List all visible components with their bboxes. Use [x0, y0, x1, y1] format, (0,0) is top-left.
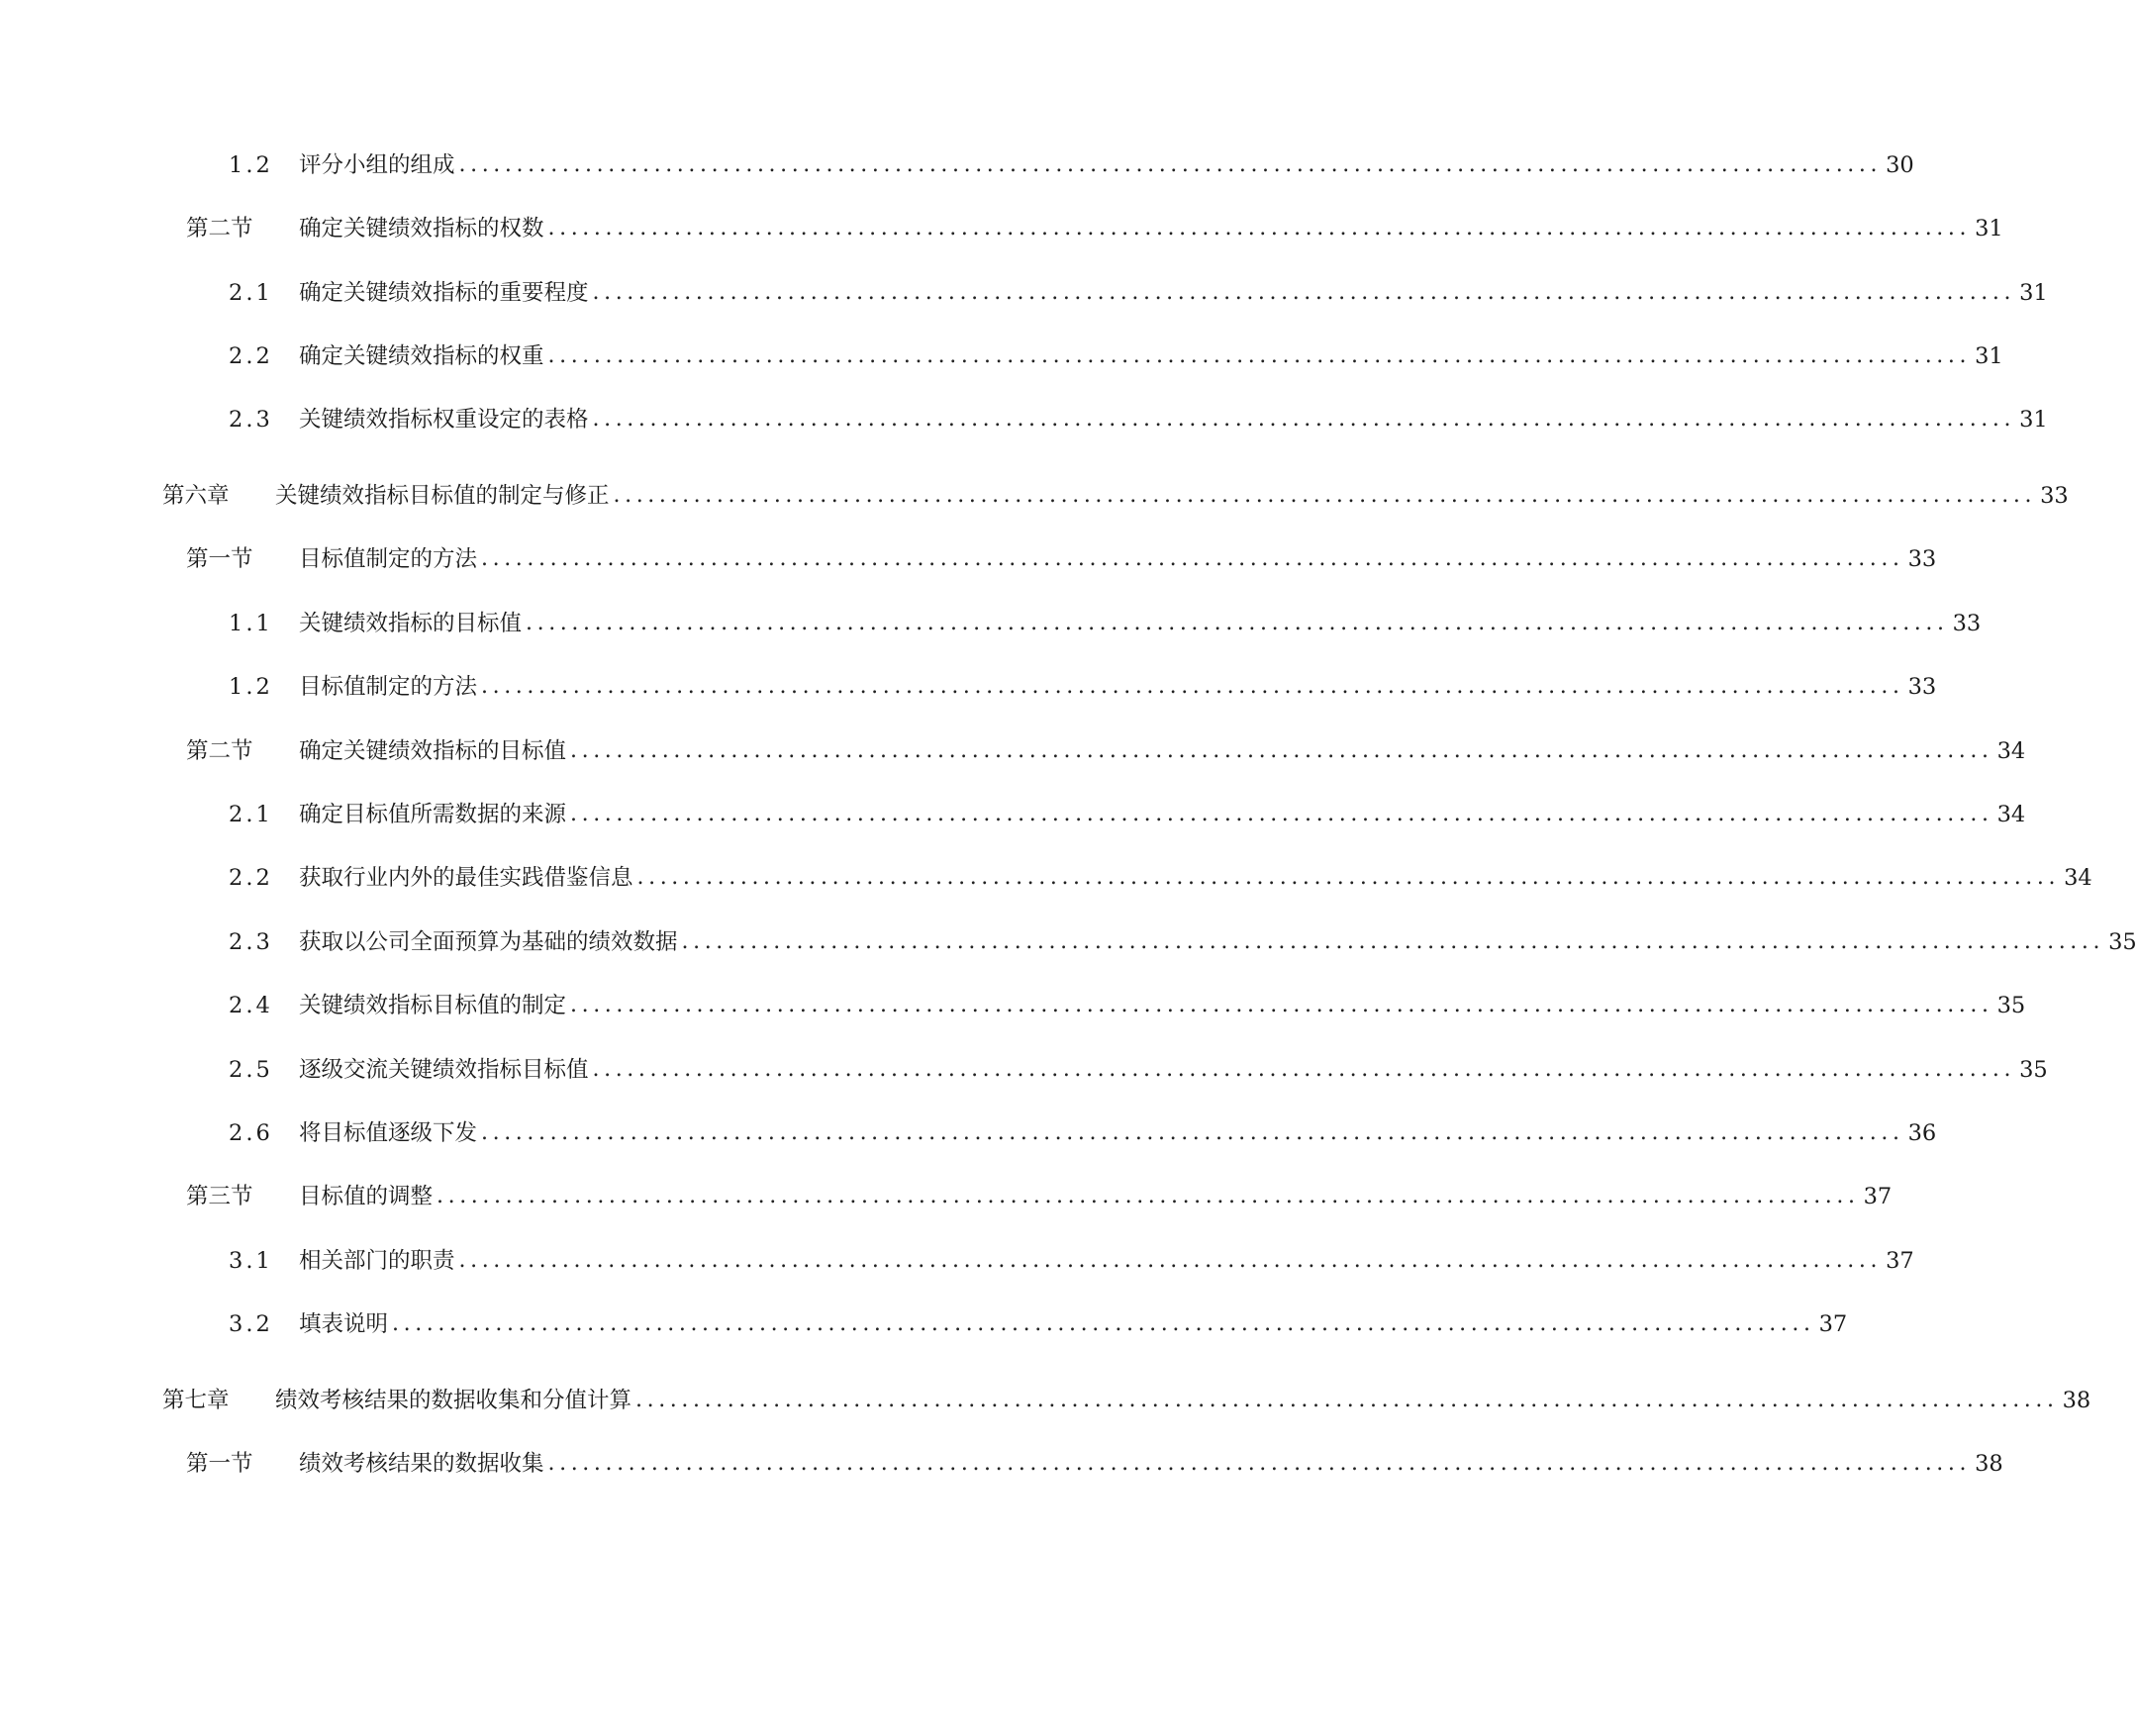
- toc-entry-title: 确定关键绩效指标的权重: [299, 343, 544, 369]
- toc-entry-number: 2.4: [229, 993, 273, 1018]
- dot-leader: ............................................................................................................................: [570, 738, 1993, 763]
- toc-entry-page-number: 31: [1975, 216, 2003, 241]
- toc-entry-title: 绩效考核结果的数据收集和分值计算: [275, 1388, 632, 1413]
- toc-entry-page-number: 34: [1996, 738, 2026, 764]
- dot-leader: ............................................................................................................................: [570, 993, 1993, 1017]
- toc-entry-number: 2.5: [229, 1057, 273, 1083]
- toc-entry-number: 2.1: [229, 802, 273, 827]
- toc-entry-chapter[interactable]: [162, 481, 2069, 511]
- toc-entry[interactable]: [229, 1118, 1937, 1148]
- toc-entry-page-number: 33: [1952, 611, 1982, 636]
- dot-leader: ............................................................................................................................: [547, 1451, 1972, 1476]
- dot-leader: ............................................................................................................................: [458, 152, 1883, 177]
- toc-entry-title: 关键绩效指标的目标值: [299, 611, 523, 636]
- toc-entry-number: 第二节: [186, 738, 253, 764]
- toc-entry-number: 第一节: [186, 546, 253, 572]
- toc-entry[interactable]: [186, 1182, 1893, 1211]
- toc-entry[interactable]: [229, 991, 2026, 1020]
- toc-entry[interactable]: [229, 1055, 2048, 1085]
- toc-entry-title: 目标值的调整: [299, 1184, 434, 1209]
- toc-entry-title: 评分小组的组成: [299, 152, 455, 178]
- toc-entry-page-number: 33: [1907, 546, 1937, 572]
- toc-entry[interactable]: [229, 672, 1937, 702]
- toc-entry-title: 目标值制定的方法: [299, 674, 478, 700]
- toc-entry-number: 1.2: [229, 152, 273, 178]
- toc-entry-page-number: 37: [1863, 1184, 1893, 1209]
- toc-entry-number: 2.6: [229, 1120, 273, 1146]
- toc-entry-title: 关键绩效指标权重设定的表格: [299, 407, 589, 433]
- toc-entry-number: 第二节: [186, 216, 253, 241]
- toc-entry[interactable]: [186, 214, 2003, 243]
- toc-entry-chapter[interactable]: [162, 1386, 2091, 1415]
- dot-leader: ............................................................................................................................: [681, 929, 2105, 954]
- dot-leader: ............................................................................................................................: [481, 674, 1904, 699]
- toc-entry-number: 2.1: [229, 280, 273, 306]
- dot-leader: ............................................................................................................................: [592, 407, 2016, 432]
- toc-entry-page-number: 37: [1886, 1248, 1914, 1274]
- dot-leader: ............................................................................................................................: [481, 546, 1904, 571]
- toc-entry-page-number: 38: [1975, 1451, 2003, 1477]
- toc-entry-page-number: 34: [2064, 865, 2092, 891]
- toc-entry[interactable]: [229, 341, 2003, 371]
- toc-entry[interactable]: [229, 927, 2137, 957]
- toc-entry-title: 获取以公司全面预算为基础的绩效数据: [299, 929, 678, 955]
- dot-leader: ............................................................................................................................: [481, 1120, 1904, 1145]
- toc-entry-number: 1.2: [229, 674, 273, 700]
- toc-entry-title: 关键绩效指标目标值的制定: [299, 993, 567, 1018]
- toc-entry[interactable]: [229, 278, 2048, 308]
- toc-entry-title: 获取行业内外的最佳实践借鉴信息: [299, 865, 633, 891]
- toc-entry[interactable]: [229, 863, 2092, 893]
- toc-entry-page-number: 38: [2062, 1388, 2091, 1413]
- toc-entry-title: 将目标值逐级下发: [299, 1120, 478, 1146]
- toc-entry-number: 第六章: [162, 483, 230, 509]
- toc-entry-page-number: 31: [2019, 407, 2048, 433]
- dot-leader: ............................................................................................................................: [526, 611, 1949, 635]
- toc-entry-page-number: 37: [1818, 1311, 1848, 1337]
- toc-entry[interactable]: [229, 150, 1914, 180]
- toc-entry-page-number: 36: [1907, 1120, 1937, 1146]
- toc-entry[interactable]: [229, 1246, 1914, 1276]
- toc-entry-number: 2.3: [229, 407, 273, 433]
- toc-entry[interactable]: [229, 609, 1982, 638]
- toc-entry-page-number: 35: [2019, 1057, 2048, 1083]
- toc-entry[interactable]: [186, 1449, 2003, 1479]
- dot-leader: ............................................................................................................................: [458, 1248, 1883, 1273]
- dot-leader: ............................................................................................................................: [547, 343, 1972, 368]
- toc-entry-title: 填表说明: [299, 1311, 389, 1337]
- toc-entry-title: 逐级交流关键绩效指标目标值: [299, 1057, 589, 1083]
- toc-entry-page-number: 31: [2019, 280, 2048, 306]
- toc-entry[interactable]: [186, 544, 1937, 574]
- dot-leader: ............................................................................................................................: [613, 483, 2037, 508]
- toc-entry-page-number: 33: [1907, 674, 1937, 700]
- toc-entry-number: 2.2: [229, 343, 273, 369]
- toc-entry-number: 第三节: [186, 1184, 253, 1209]
- toc-entry-number: 3.1: [229, 1248, 273, 1274]
- toc-entry[interactable]: [229, 800, 2026, 829]
- toc-entry-title: 确定关键绩效指标的重要程度: [299, 280, 589, 306]
- toc-entry-number: 3.2: [229, 1311, 273, 1337]
- toc-entry-page-number: 34: [1996, 802, 2026, 827]
- toc-entry-number: 2.2: [229, 865, 273, 891]
- dot-leader: ............................................................................................................................: [592, 280, 2016, 305]
- toc-entry[interactable]: [229, 1309, 1848, 1339]
- toc-entry-page-number: 35: [2108, 929, 2137, 955]
- dot-leader: ............................................................................................................................: [570, 802, 1993, 826]
- toc-entry-page-number: 31: [1975, 343, 2003, 369]
- toc-entry-title: 确定目标值所需数据的来源: [299, 802, 567, 827]
- toc-entry-title: 确定关键绩效指标的权数: [299, 216, 544, 241]
- dot-leader: ............................................................................................................................: [392, 1311, 1815, 1336]
- dot-leader: ............................................................................................................................: [437, 1184, 1860, 1208]
- toc-entry-page-number: 35: [1996, 993, 2026, 1018]
- toc-entry-title: 确定关键绩效指标的目标值: [299, 738, 567, 764]
- toc-entry-title: 关键绩效指标目标值的制定与修正: [275, 483, 610, 509]
- toc-entry[interactable]: [186, 736, 2026, 766]
- toc-entry-number: 第一节: [186, 1451, 253, 1477]
- dot-leader: ............................................................................................................................: [635, 1388, 2059, 1412]
- toc-entry-title: 目标值制定的方法: [299, 546, 478, 572]
- toc-entry-title: 相关部门的职责: [299, 1248, 455, 1274]
- toc-entry-number: 1.1: [229, 611, 273, 636]
- dot-leader: ............................................................................................................................: [636, 865, 2061, 890]
- toc-entry-page-number: 30: [1886, 152, 1914, 178]
- dot-leader: ............................................................................................................................: [547, 216, 1972, 241]
- toc-entry-number: 2.3: [229, 929, 273, 955]
- toc-entry[interactable]: [229, 405, 2048, 434]
- toc-entry-page-number: 33: [2040, 483, 2069, 509]
- toc-entry-number: 第七章: [162, 1388, 230, 1413]
- dot-leader: ............................................................................................................................: [592, 1057, 2016, 1082]
- toc-entry-title: 绩效考核结果的数据收集: [299, 1451, 544, 1477]
